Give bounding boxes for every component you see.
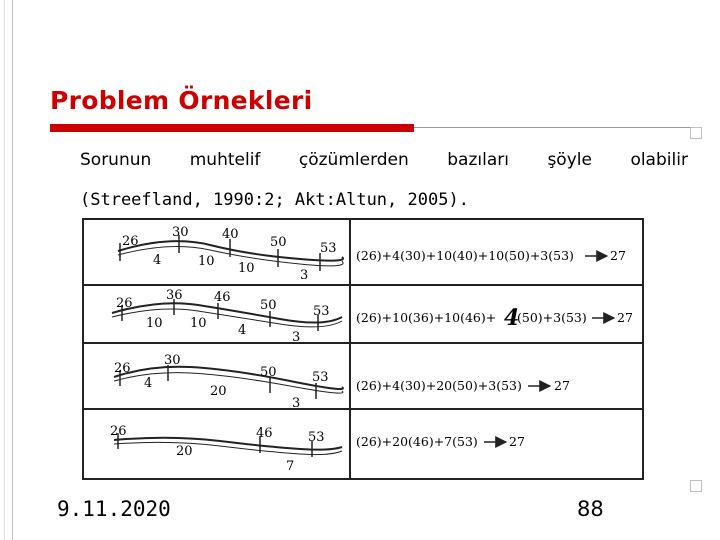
point-label: 40 (222, 227, 239, 242)
slide-title: Problem Örnekleri (50, 86, 313, 115)
jump-label: 4 (144, 376, 153, 391)
jump-label: 7 (286, 459, 295, 474)
body-text-line-2: (Streefland, 1990:2; Akt:Altun, 2005). (80, 190, 469, 210)
point-label: 30 (172, 225, 189, 240)
jump-label: 10 (146, 316, 163, 331)
number-line-row-3 (114, 353, 570, 411)
jump-label: 20 (210, 384, 227, 399)
page-number: 88 (577, 497, 604, 521)
point-label: 26 (114, 361, 131, 376)
body-text-line-1 (80, 150, 688, 170)
body-word: olabilir (630, 150, 688, 170)
point-label: 53 (308, 430, 325, 445)
jump-label: 3 (292, 396, 301, 411)
result: 27 (554, 378, 570, 393)
body-word: bazıları (447, 150, 509, 170)
expression-handwritten-digit: 4 (504, 305, 520, 331)
point-label: 50 (260, 365, 277, 380)
result: 27 (509, 434, 525, 449)
jump-label: 3 (292, 330, 301, 345)
jump-label: 10 (238, 261, 255, 276)
footer-date: 9.11.2020 (57, 497, 171, 521)
point-label: 50 (260, 298, 277, 313)
expression: (26)+4(30)+20(50)+3(53) (356, 378, 522, 393)
point-label: 46 (214, 290, 231, 305)
jump-label: 10 (190, 316, 207, 331)
point-label: 26 (110, 424, 127, 439)
point-label: 53 (312, 370, 329, 385)
point-label: 53 (313, 304, 330, 319)
slide-left-frame (0, 0, 13, 540)
point-label: 36 (166, 288, 183, 303)
point-label: 53 (320, 241, 337, 256)
result: 27 (617, 310, 633, 325)
number-line-svg (80, 215, 648, 483)
title-rule (414, 127, 690, 128)
jump-label: 20 (176, 444, 193, 459)
corner-square (690, 127, 702, 139)
body-word: çözümlerden (298, 150, 409, 170)
expression: (26)+4(30)+10(40)+10(50)+3(53) (356, 248, 574, 263)
body-word: muhtelif (189, 150, 261, 170)
number-line-row-1 (118, 225, 626, 283)
jump-label: 3 (300, 268, 309, 283)
jump-label: 4 (238, 323, 247, 338)
point-label: 50 (270, 235, 287, 250)
body-word: şöyle (547, 150, 592, 170)
point-label: 46 (256, 426, 273, 441)
result: 27 (610, 248, 626, 263)
corner-square (690, 480, 702, 492)
expression: (50)+3(53) (517, 310, 587, 325)
number-line-row-4 (110, 424, 525, 474)
body-word: Sorunun (80, 150, 152, 170)
point-label: 30 (164, 353, 181, 368)
number-line-figure (80, 215, 648, 483)
point-label: 26 (116, 296, 133, 311)
expression: (26)+20(46)+7(53) (356, 434, 478, 449)
number-line-row-2 (112, 288, 633, 345)
point-label: 26 (122, 234, 139, 249)
title-underline-bar (50, 124, 414, 132)
jump-label: 4 (153, 253, 162, 268)
frame-line (4, 0, 5, 540)
jump-label: 10 (198, 254, 215, 269)
expression: (26)+10(36)+10(46)+ (356, 310, 497, 325)
